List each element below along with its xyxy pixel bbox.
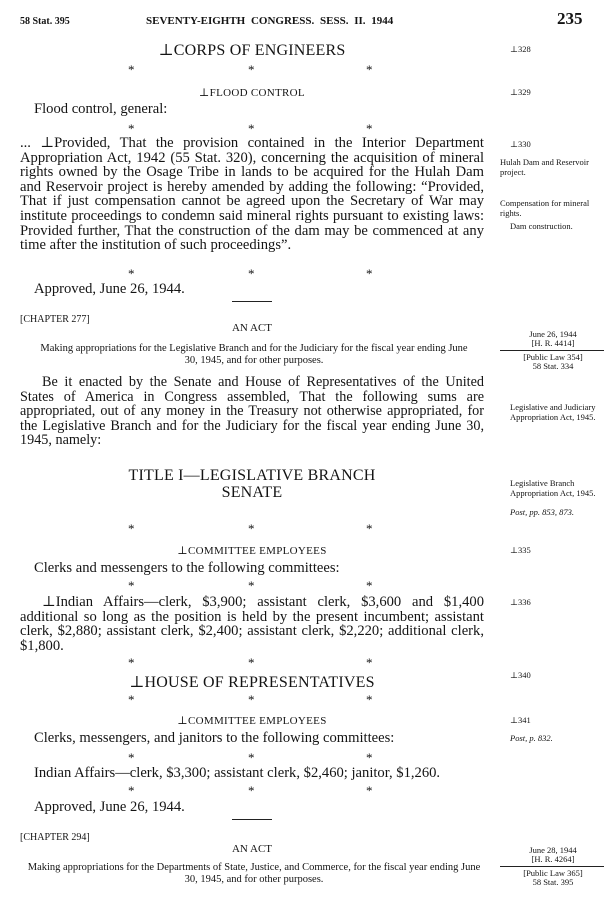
ellipsis-stars: * * * [128,121,373,136]
margin-bill: [H. R. 4414] [531,338,575,348]
margin-mark: ⊥340 [510,670,531,680]
margin-stat: 58 Stat. 395 [532,877,574,887]
committee-employees-heading: ⊥COMMITTEE EMPLOYEES [177,715,327,727]
margin-date: June 28, 1944 [529,845,577,855]
margin-public-law: [Public Law 354] [523,352,583,362]
flood-control-intro: Flood control, general: [34,101,168,117]
approved-line: Approved, June 26, 1944. [34,281,185,297]
page-number: 235 [557,9,583,28]
margin-rule [500,350,604,351]
margin-date: June 26, 1944 [529,329,577,339]
running-title: SEVENTY-EIGHTH CONGRESS. SESS. II. 1944 [146,15,394,27]
indian-affairs-senate: ⊥Indian Affairs—clerk, $3,900; assistant clerk, $3,600 and $1,400 additional so long as the position is held by the present incumbent; assistant clerk, $2,880; assistant clerk, $2,400; assistant clerk, $2,220; additional clerk, $1,800. [20,594,484,654]
act-heading: AN ACT [231,322,273,334]
ellipsis-stars: * * * [128,266,373,281]
margin-note-dam: Dam construction. [510,221,573,231]
margin-note-lba: Legislative Branch Appropriation Act, 1945. [510,478,596,498]
ellipsis-stars: * * * [128,750,373,765]
margin-post: Post, p. 832. [510,733,553,743]
margin-mark: ⊥330 [510,139,531,149]
ellipsis-stars: * * * [128,655,373,670]
ellipsis-stars: * * * [128,783,373,798]
ellipsis-stars: * * * [128,62,373,77]
committee-employees-heading: ⊥COMMITTEE EMPLOYEES [177,545,327,557]
margin-mark: ⊥341 [510,715,531,725]
margin-note-hulah: Hulah Dam and Reservoir project. [500,157,589,177]
provision-paragraph: ... ⊥Provided, That the provision contained in the Interior Department Appropriation Act, 1942 (55 Stat. 320), concerning the acquisition of mineral rights owned by the Osage Tribe in lands to be acquired for the Hulah Dam and Reservoir project is hereby amended by adding the following: “Provided, That if just compensation cannot be agreed upon the Secretary of War may institute proceedings to condemn said mineral rights pursuant to existing laws: Provided further, That the construction of the dam may be commenced at any time after the institution of such proceedings”. [20,135,484,254]
margin-public-law: [Public Law 365] [523,868,583,878]
margin-mark: ⊥335 [510,545,531,555]
margin-bill: [H. R. 4264] [531,854,575,864]
chapter-label: [CHAPTER 294] [20,832,90,843]
chapter-label: [CHAPTER 277] [20,314,90,325]
divider [232,301,272,302]
margin-mark: ⊥336 [510,597,531,607]
clerks-intro: Clerks and messengers to the following committees: [34,560,340,576]
approved-line: Approved, June 26, 1944. [34,799,185,815]
margin-rule [500,866,604,867]
margin-mark: ⊥328 [510,44,531,54]
enacting-clause: Be it enacted by the Senate and House of Representatives of the United States of America in Congress assembled, That the following sums are appropriated, out of any money in the Treasury not otherwise appropriated, for the Legislative Branch and for the Judiciary for the fiscal year ending June 30, 1945, namely: [20,374,484,449]
ellipsis-stars: * * * [128,692,373,707]
margin-post: Post, pp. 853, 873. [510,507,574,517]
act-purpose: Making appropriations for the Legislative Branch and for the Judiciary for the fiscal year ending June 30, 1945, and for other purposes. [40,343,468,366]
house-heading: ⊥HOUSE OF REPRESENTATIVES [129,674,375,691]
margin-note-compensation: Compensation for mineral rights. [500,198,590,218]
act-purpose: Making appropriations for the Departments of State, Justice, and Commerce, for the fiscal year ending June 30, 1945, and for other purposes. [27,862,481,885]
section-heading-corps: ⊥CORPS OF ENGINEERS [158,42,346,59]
margin-mark: ⊥329 [510,87,531,97]
ellipsis-stars: * * * [128,578,373,593]
act-heading: AN ACT [231,843,273,855]
stat-reference: 58 Stat. 395 [20,16,70,27]
divider [232,819,272,820]
section-heading-flood-control: ⊥FLOOD CONTROL [199,87,305,99]
clerks-intro: Clerks, messengers, and janitors to the following committees: [34,730,395,746]
margin-note-lja: Legislative and Judiciary Appropriation Act, 1945. [510,402,596,422]
indian-affairs-house: Indian Affairs—clerk, $3,300; assistant clerk, $2,460; janitor, $1,260. [34,765,441,781]
ellipsis-stars: * * * [128,521,373,536]
margin-stat: 58 Stat. 334 [532,361,574,371]
senate-heading: SENATE [221,484,283,501]
title-heading: TITLE I—LEGISLATIVE BRANCH [128,467,376,484]
